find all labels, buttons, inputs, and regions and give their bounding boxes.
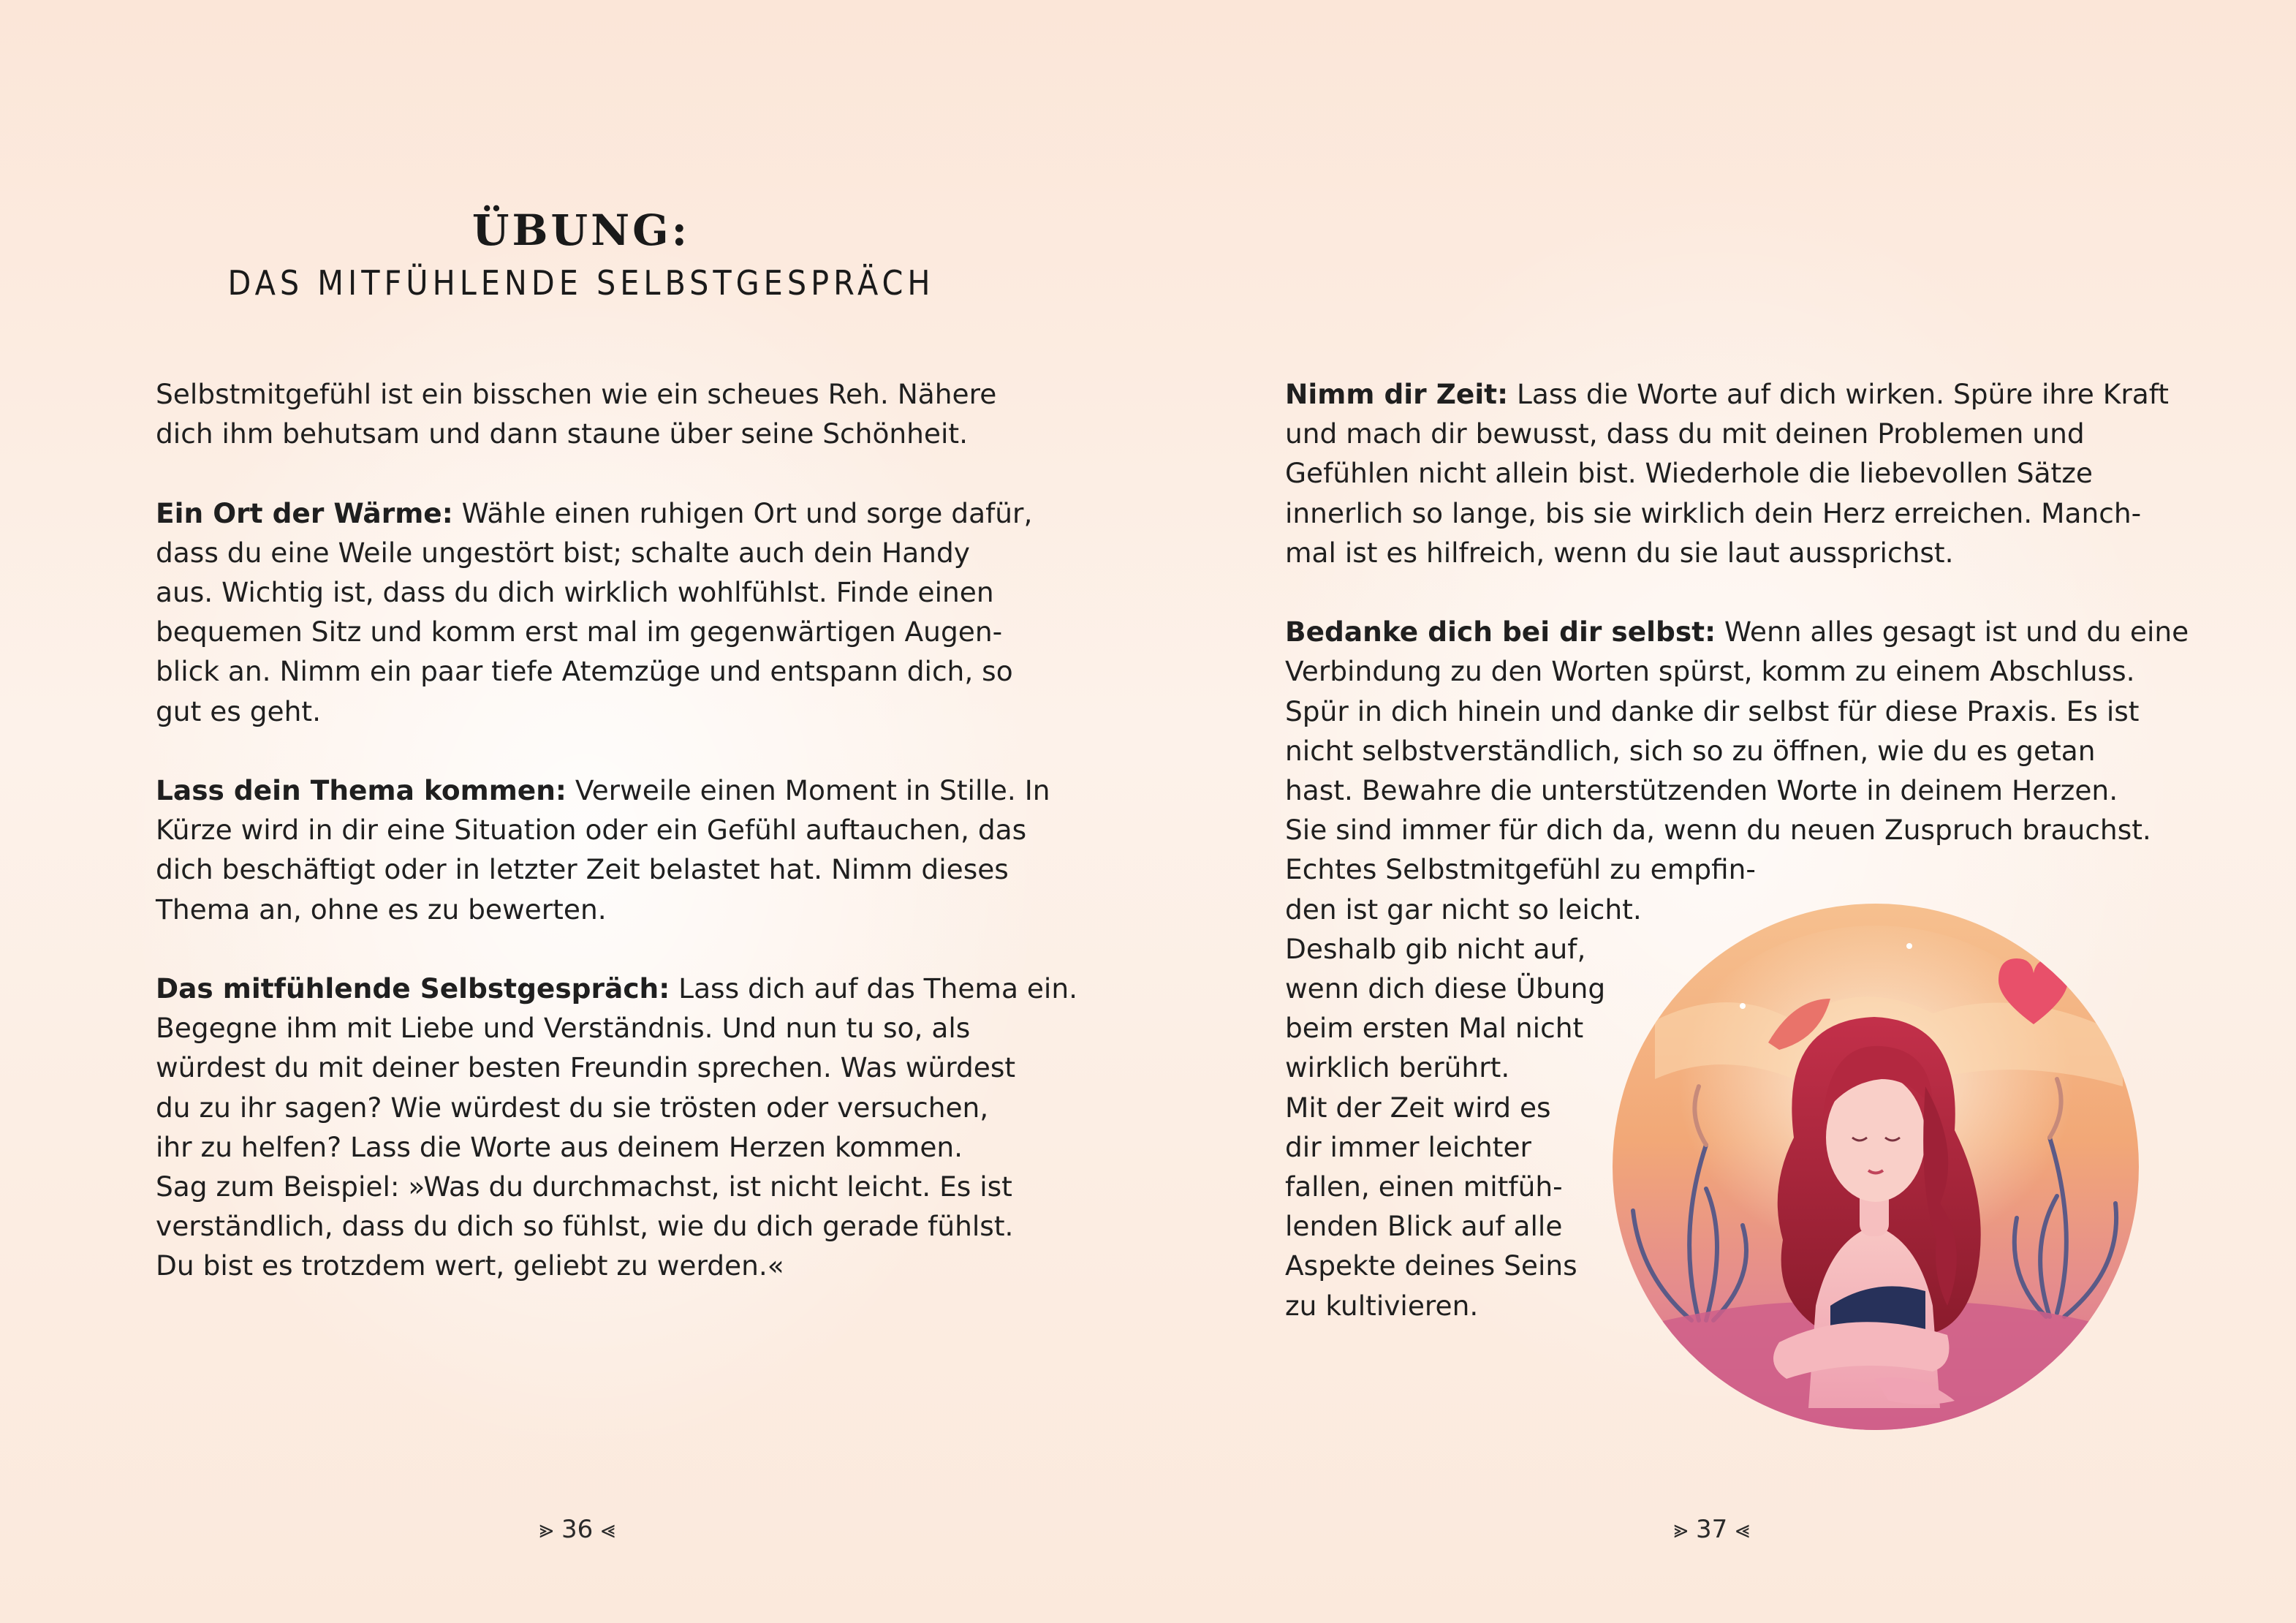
section-label: Lass dein Thema kommen:: [156, 774, 567, 806]
text-line: würdest du mit deiner besten Freundin sprechen. Was würdest: [156, 1051, 1016, 1084]
page-number-value: 37: [1696, 1515, 1728, 1544]
text-line: Aspekte deines Seins: [1285, 1249, 1577, 1282]
section-label: Ein Ort der Wärme:: [156, 496, 453, 529]
section-label: Das mitfühlende Selbstgespräch:: [156, 972, 670, 1005]
text-line: Begegne ihm mit Liebe und Verständnis. Und nun tu so, als: [156, 1012, 971, 1045]
text-line: Du bist es trotzdem wert, geliebt zu werden.«: [156, 1249, 784, 1282]
page-number-value: 36: [561, 1515, 594, 1544]
text-line: bequemen Sitz und komm erst mal im gegenwärtigen Augen-: [156, 616, 1003, 648]
text-line: blick an. Nimm ein paar tiefe Atemzüge und entspann dich, so: [156, 655, 1013, 688]
exercise-title: [0, 205, 1162, 309]
text-line: Wenn alles gesagt ist und du eine: [1716, 616, 2189, 648]
ornament-left-icon: ⪢: [539, 1515, 554, 1544]
text-line: und mach dir bewusst, dass du mit deinen Problemen und: [1285, 417, 2085, 450]
text-line: ihr zu helfen? Lass die Worte aus deinem Herzen kommen.: [156, 1130, 963, 1163]
left-text-column: [156, 374, 1078, 1325]
woman-illustration: [1611, 896, 2140, 1437]
text-line: Echtes Selbstmitgefühl zu empfin-: [1285, 853, 1756, 886]
text-line: lenden Blick auf alle: [1285, 1210, 1563, 1243]
section-selbstgespraech: [156, 969, 1078, 1286]
title-subtitle: DAS MITFÜHLENDE SELBSTGESPRÄCH: [227, 263, 935, 303]
page-number-left: [539, 1515, 615, 1544]
section-label: Nimm dir Zeit:: [1285, 378, 1509, 410]
text-line: Sie sind immer für dich da, wenn du neuen Zuspruch brauchst.: [1285, 814, 2151, 847]
text-line: verständlich, dass du dich so fühlst, wie du dich gerade fühlst.: [156, 1210, 1014, 1243]
text-line: mal ist es hilfreich, wenn du sie laut aussprichst.: [1285, 536, 1954, 569]
text-line: den ist gar nicht so leicht.: [1285, 893, 1642, 926]
section-nimm-dir-zeit: [1285, 374, 2169, 572]
text-line: Spür in dich hinein und danke dir selbst für diese Praxis. Es ist: [1285, 695, 2140, 727]
text-line: innerlich so lange, bis sie wirklich dein Herz erreichen. Manch-: [1285, 496, 2142, 529]
text-line: gut es geht.: [156, 695, 321, 727]
text-line: Wähle einen ruhigen Ort und sorge dafür,: [452, 496, 1033, 529]
text-line: Lass dich auf das Thema ein.: [670, 972, 1078, 1005]
text-line: du zu ihr sagen? Wie würdest du sie trösten oder versuchen,: [156, 1091, 989, 1124]
text-line: Verbindung zu den Worten spürst, komm zu einem Abschluss.: [1285, 655, 2135, 688]
text-line: wenn dich diese Übung: [1285, 972, 1606, 1005]
text-line: fallen, einen mitfüh-: [1285, 1170, 1563, 1203]
text-line: Lass die Worte auf dich wirken. Spüre ihre Kraft: [1508, 378, 2169, 410]
text-line: dir immer leichter: [1285, 1130, 1531, 1163]
text-line: dich ihm behutsam und dann staune über seine Schönheit.: [156, 417, 969, 450]
ornament-right-icon: ⪡: [601, 1515, 615, 1544]
title-main: ÜBUNG:: [471, 205, 691, 255]
text-line: Thema an, ohne es zu bewerten.: [156, 893, 607, 926]
text-line: Mit der Zeit wird es: [1285, 1091, 1551, 1124]
text-line: Deshalb gib nicht auf,: [1285, 932, 1586, 965]
section-bedanke-dich: [1285, 612, 2189, 850]
text-line: dich beschäftigt oder in letzter Zeit belastet hat. Nimm dieses: [156, 853, 1009, 886]
text-line: aus. Wichtig ist, dass du dich wirklich wohlfühlst. Finde einen: [156, 576, 994, 608]
section-ort-der-waerme: [156, 493, 1033, 731]
text-line: hast. Bewahre die unterstützenden Worte in deinem Herzen.: [1285, 774, 2118, 807]
text-line: Sag zum Beispiel: »Was du durchmachst, ist nicht leicht. Es ist: [156, 1170, 1012, 1203]
ornament-left-icon: ⪢: [1674, 1515, 1689, 1544]
section-label: Bedanke dich bei dir selbst:: [1285, 616, 1716, 648]
text-line: beim ersten Mal nicht: [1285, 1012, 1584, 1045]
intro-paragraph: [156, 374, 1018, 453]
text-line: Gefühlen nicht allein bist. Wiederhole die liebevollen Sätze: [1285, 457, 2094, 490]
text-line: Verweile einen Moment in Stille. In: [566, 774, 1050, 806]
text-line: zu kultivieren.: [1285, 1289, 1479, 1322]
page-number-right: [1674, 1515, 1749, 1544]
text-line: nicht selbstverständlich, sich so zu öffnen, wie du es getan: [1285, 734, 2096, 767]
text-line: Kürze wird in dir eine Situation oder ein Gefühl auftauchen, das: [156, 814, 1027, 847]
text-line: Selbstmitgefühl ist ein bisschen wie ein scheues Reh. Nähere: [156, 378, 997, 410]
text-line: wirklich berührt.: [1285, 1051, 1510, 1084]
section-thema: [156, 771, 1050, 929]
ornament-right-icon: ⪡: [1735, 1515, 1750, 1544]
text-line: dass du eine Weile ungestört bist; schalte auch dein Handy: [156, 536, 970, 569]
